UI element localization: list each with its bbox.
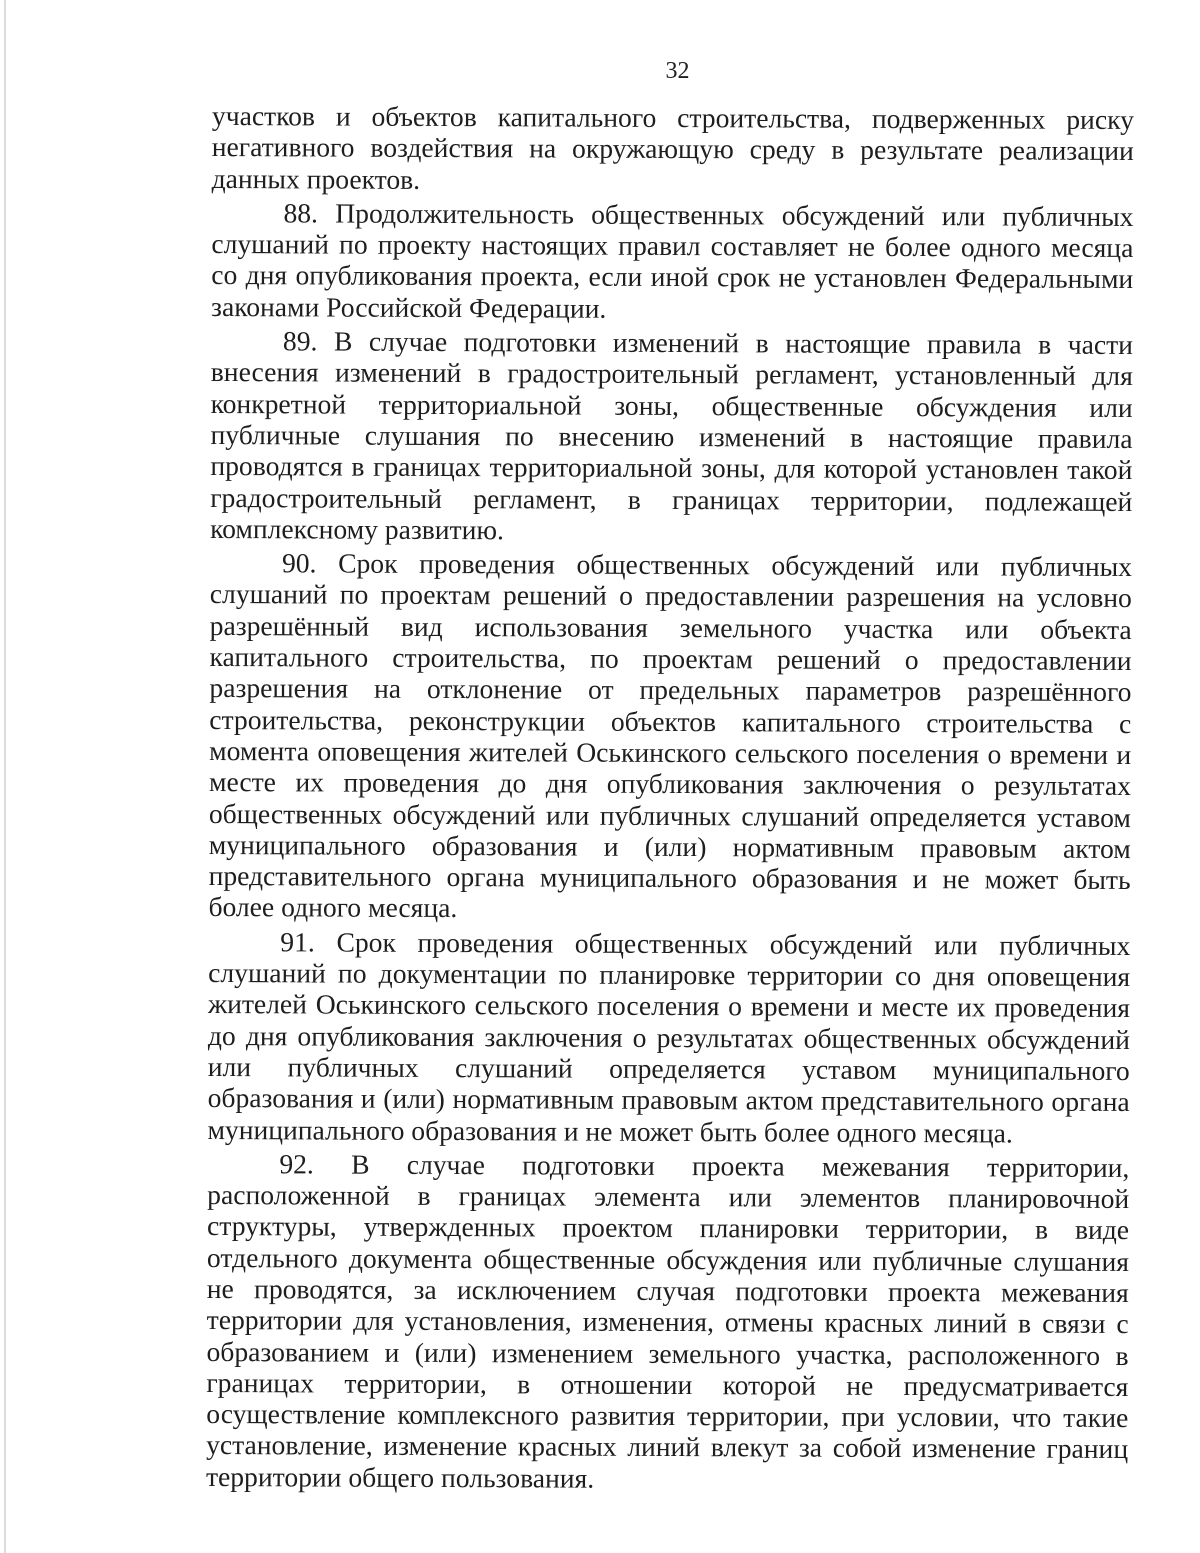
paragraph-92: 92. В случае подготовки проекта межевания территории, расположенной в границах элемента или элементов планировочной структуры, утвержденных проектом планировки территории, в виде отдельного документа общественные обсуждения или публичные слушания не проводятся, за исключением случая подготовки проекта межевания территории для установления, изменения, отмены красных линий в связи с образованием и (или) изменением земельного участка, расположенного в границах территории, в отношении которой не предусматривается осуществление комплексного развития территории, при условии, что такие установление, изменение красных линий влекут за собой изменение границ территории общего пользования. [205,1148,1130,1494]
page-number: 32 [665,58,690,84]
document-body [206,100,1134,1499]
paragraph-90: 90. Срок проведения общественных обсуждений или публичных слушаний по проектам решений о предоставлении разрешения на условно разрешённый вид использования земельного участка или объекта капитального строительства, по проектам решений о предоставлении разрешения на отклонение от предельных параметров разрешённого строительства, реконструкции объектов капитального строительства с момента оповещения жителей Оськинского сельского поселения о времени и месте их проведения до дня опубликования заключения о результатах общественных обсуждений или публичных слушаний определяется уставом муниципального образования и (или) нормативным правовым актом представительного органа муниципального образования и не может быть более одного месяца. [208,547,1133,924]
paragraph-88: 88. Продолжительность общественных обсуждений или публичных слушаний по проекту настоящих правил составляет не более одного месяца со дня опубликования проекта, если иной срок не установлен Федеральными законами Российской Федерации. [211,197,1134,324]
paragraph-89: 89. В случае подготовки изменений в настоящие правила в части внесения изменений в градостроительный регламент, установленный для конкретной территориальной зоны, общественные обсуждения или публичные слушания по внесению изменений в настоящие правила проводятся в границах территориальной зоны, для которой установлен такой градостроительный регламент, в границах территории, подлежащей комплексному развитию. [210,325,1134,546]
paragraph-continuation: участков и объектов капитального строительства, подверженных риску негативного воздействия на окружающую среду в результате реализации данных проектов. [211,100,1134,195]
paragraph-91: 91. Срок проведения общественных обсуждений или публичных слушаний по документации по планировке территории со дня оповещения жителей Оськинского сельского поселения о времени и месте их проведения до дня опубликования заключения о результатах общественных обсуждений или публичных слушаний определяется уставом муниципального образования и (или) нормативным правовым актом представительного органа муниципального образования и не может быть более одного месяца. [207,926,1131,1149]
scan-edge [4,0,6,1553]
